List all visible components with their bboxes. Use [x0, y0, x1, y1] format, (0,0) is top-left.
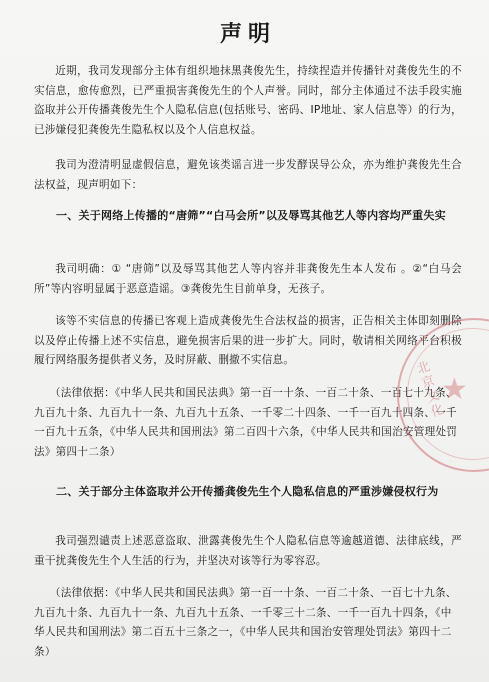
intro-paragraph: 近期，我司发现部分主体有组织地抹黑龚俊先生，持续捏造并传播针对龚俊先生的不实信息，愈传愈烈，已严重损害龚俊先生的个人声誉。同时，部分主体通过不法手段实施盗取并公开传播龚俊先生个人隐私信息(包括账号、密码、IP地址、家人信息等）的行为，已涉嫌侵犯龚俊先生隐私权以及个人信息权益。: [34, 65, 462, 136]
section1-legal-basis: （法律依据：《中华人民共和国民法典》第一百一十条、一百二十条、一百七十九条、九百九十条、九百九十一条、九百九十五条、一千零二十四条、一千一百九十四条、一千一百九十五条，《中华人民共和国刑法》第二百四十六条，《中华人民共和国治安管理处罚法》第四十二条）: [34, 387, 458, 458]
seal-star-icon: ★: [441, 372, 468, 407]
section1-heading: 一、关于网络上传播的“唐筛”“白马会所”以及辱骂其他艺人等内容均严重失实: [56, 209, 446, 222]
section2-legal-basis: （法律依据：《中华人民共和国民法典》第一百一十条、一百二十条、一百七十九条、九百九十条、九百九十一条、九百九十五条、一千零三十二条、一千一百九十四条，《中华人民共和国刑法》第二百五十三条之一，《中华人民共和国治安管理处罚法》第四十二条）: [34, 587, 457, 658]
document-title: 声明: [219, 22, 276, 47]
section1-request: 该等不实信息的传播已客观上造成龚俊先生合法权益的损害，正告相关主体即刻删除以及停止传播上述不实信息，避免损害后果的进一步扩大。同时，敬请相关网络平台积极履行网络服务提供者义务，及时屏蔽、删撤不实信息。: [34, 315, 462, 367]
section2-statement: 我司强烈谴责上述恶意盗取、泄露龚俊先生个人隐私信息等逾越道德、法律底线，严重干扰龚俊先生个人生活的行为，并坚决对该等行为零容忍。: [34, 535, 462, 567]
section2-heading: 二、关于部分主体盗取并公开传播龚俊先生个人隐私信息的严重涉嫌侵权行为: [56, 485, 439, 498]
company-seal-text: 北京文化: [412, 359, 445, 421]
section1-statement: 我司明确：① “唐筛”以及辱骂其他艺人等内容并非龚俊先生本人发布 。②“白马会所”等内容明显属于恶意造谣。③龚俊先生目前单身，无孩子。: [34, 263, 462, 295]
purpose-paragraph: 我司为澄清明显虚假信息，避免该类谣言进一步发酵误导公众，亦为维护龚俊先生合法权益，现声明如下：: [34, 159, 462, 191]
